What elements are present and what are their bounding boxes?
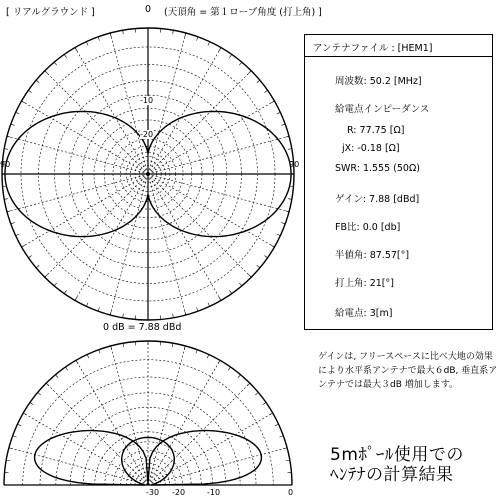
gain-reference: 0 dB = 7.88 dBd <box>103 322 182 333</box>
zenith-label: 0 <box>145 4 152 15</box>
edge-tick <box>196 350 197 354</box>
axis-label-0: 0 <box>288 488 294 497</box>
edge-tick <box>30 402 33 404</box>
panel-divider <box>305 56 492 57</box>
grid-spoke <box>9 448 148 485</box>
upper-polar-grid <box>2 28 294 320</box>
ring-label-20: -20 <box>140 130 154 139</box>
edge-tick <box>86 42 88 46</box>
grid-spoke <box>148 174 289 212</box>
edge-tick <box>76 360 78 363</box>
antenna-file: アンテナファイル : [HEM1] <box>313 43 433 54</box>
edge-tick <box>38 392 41 395</box>
grid-spoke <box>7 136 148 174</box>
feed-impedance-title: 給電点インピーダンス <box>335 104 430 115</box>
edge-tick <box>283 448 287 449</box>
edge-tick <box>286 460 290 461</box>
edge-tick <box>36 80 39 83</box>
edge-tick <box>17 424 21 426</box>
edge-tick <box>255 392 258 395</box>
edge-tick <box>28 255 31 257</box>
edge-tick <box>207 354 209 358</box>
edge-tick <box>23 413 26 415</box>
angle-label-left: 90 <box>0 160 11 169</box>
edge-tick <box>277 112 281 114</box>
edge-tick <box>219 48 221 51</box>
edge-tick <box>99 350 100 354</box>
edge-tick <box>229 290 231 293</box>
axis-label-30: -30 <box>146 488 160 497</box>
edge-tick <box>208 42 210 46</box>
resistance: R: 77.75 [Ω] <box>347 125 405 136</box>
edge-tick <box>218 360 220 363</box>
gain: ゲイン: 7.88 [dBd] <box>335 194 420 205</box>
grid-spoke <box>148 360 220 485</box>
grid-spoke <box>148 48 221 174</box>
grid-spoke <box>148 174 186 315</box>
grid-spoke <box>76 360 148 485</box>
edge-tick <box>228 367 230 370</box>
edge-tick <box>13 436 17 437</box>
edge-tick <box>11 124 15 125</box>
grid-spoke <box>75 48 148 174</box>
edge-tick <box>54 283 57 286</box>
frequency: 周波数: 50.2 [MHz] <box>335 76 422 87</box>
edge-tick <box>257 80 260 83</box>
edge-tick <box>46 383 49 386</box>
edge-tick <box>28 90 31 92</box>
edge-tick <box>123 343 124 347</box>
edge-tick <box>184 346 185 350</box>
edge-tick <box>45 274 48 277</box>
antenna-info-panel <box>304 34 493 330</box>
ground-effect-note: ゲインは, フリースペースに比べ大地の効果により水平系アンテナで最大６dB, 垂直系アンテナでは最大３dB 増加します。 <box>318 352 498 390</box>
grid-spoke <box>7 174 148 212</box>
grid-spoke <box>148 413 273 485</box>
edge-tick <box>86 303 88 307</box>
edge-tick <box>36 265 39 268</box>
edge-tick <box>239 283 242 286</box>
edge-tick <box>247 383 250 386</box>
feed-height: 給電点: 3[m] <box>335 308 393 319</box>
caption-line-2: ﾍﾝﾃﾅの計算結果 <box>330 465 454 485</box>
edge-tick <box>257 265 260 268</box>
edge-tick <box>248 71 251 74</box>
edge-tick <box>172 343 173 347</box>
grid-spoke <box>111 346 148 485</box>
grid-spoke <box>75 174 148 300</box>
edge-tick <box>281 223 285 224</box>
edge-tick <box>264 255 267 257</box>
edge-tick <box>98 37 99 41</box>
edge-tick <box>239 62 242 65</box>
view-title: (天頂角 = 第１ローブ角度 (打上角) ] <box>164 7 322 18</box>
edge-tick <box>54 62 57 65</box>
edge-tick <box>6 460 10 461</box>
grid-arc <box>23 360 274 485</box>
grid-spoke <box>23 413 148 485</box>
edge-tick <box>197 307 198 311</box>
grid-spoke <box>148 174 221 300</box>
angle-label-right: 90 <box>289 160 300 169</box>
edge-tick <box>271 245 274 247</box>
edge-tick <box>64 54 66 57</box>
edge-tick <box>65 367 67 370</box>
edge-tick <box>87 354 89 358</box>
edge-tick <box>275 424 279 426</box>
edge-tick <box>208 303 210 307</box>
edge-tick <box>45 71 48 74</box>
edge-tick <box>111 346 112 350</box>
half-power-angle: 半値角: 87.57[°] <box>335 250 410 261</box>
edge-tick <box>229 54 231 57</box>
grid-spoke <box>148 448 287 485</box>
edge-tick <box>277 234 281 236</box>
edge-tick <box>64 290 66 293</box>
edge-tick <box>248 274 251 277</box>
edge-tick <box>264 90 267 92</box>
ring-label-10: -10 <box>140 96 154 105</box>
grid-spoke <box>148 136 289 174</box>
edge-tick <box>16 112 20 114</box>
lower-polar-grid <box>4 341 292 485</box>
edge-tick <box>98 307 99 311</box>
edge-tick <box>271 101 274 103</box>
grid-spoke <box>110 174 148 315</box>
edge-tick <box>281 124 285 125</box>
ground-mode-label: [ リアルグラウンド ] <box>6 7 95 18</box>
axis-label-20: -20 <box>172 488 186 497</box>
edge-tick <box>219 297 221 300</box>
caption-line-1: 5mﾎﾟｰﾙ使用での <box>330 445 464 465</box>
grid-arc <box>70 407 226 485</box>
edge-tick <box>238 375 241 378</box>
edge-tick <box>269 413 272 415</box>
edge-tick <box>75 297 77 300</box>
edge-tick <box>55 375 58 378</box>
edge-tick <box>16 234 20 236</box>
edge-tick <box>22 245 25 247</box>
edge-tick <box>22 101 25 103</box>
grid-spoke <box>148 346 185 485</box>
front-back-ratio: FB比: 0.0 [db] <box>335 222 401 233</box>
swr: SWR: 1.555 (50Ω) <box>335 163 420 174</box>
edge-tick <box>197 37 198 41</box>
edge-tick <box>75 48 77 51</box>
edge-tick <box>11 223 15 224</box>
takeoff-angle: 打上角: 21[°] <box>335 278 394 289</box>
reactance: jX: -0.18 [Ω] <box>342 143 400 154</box>
edge-tick <box>263 402 266 404</box>
edge-tick <box>280 436 284 437</box>
axis-label-10: -10 <box>207 488 221 497</box>
edge-tick <box>9 448 13 449</box>
grid-spoke <box>148 33 186 174</box>
